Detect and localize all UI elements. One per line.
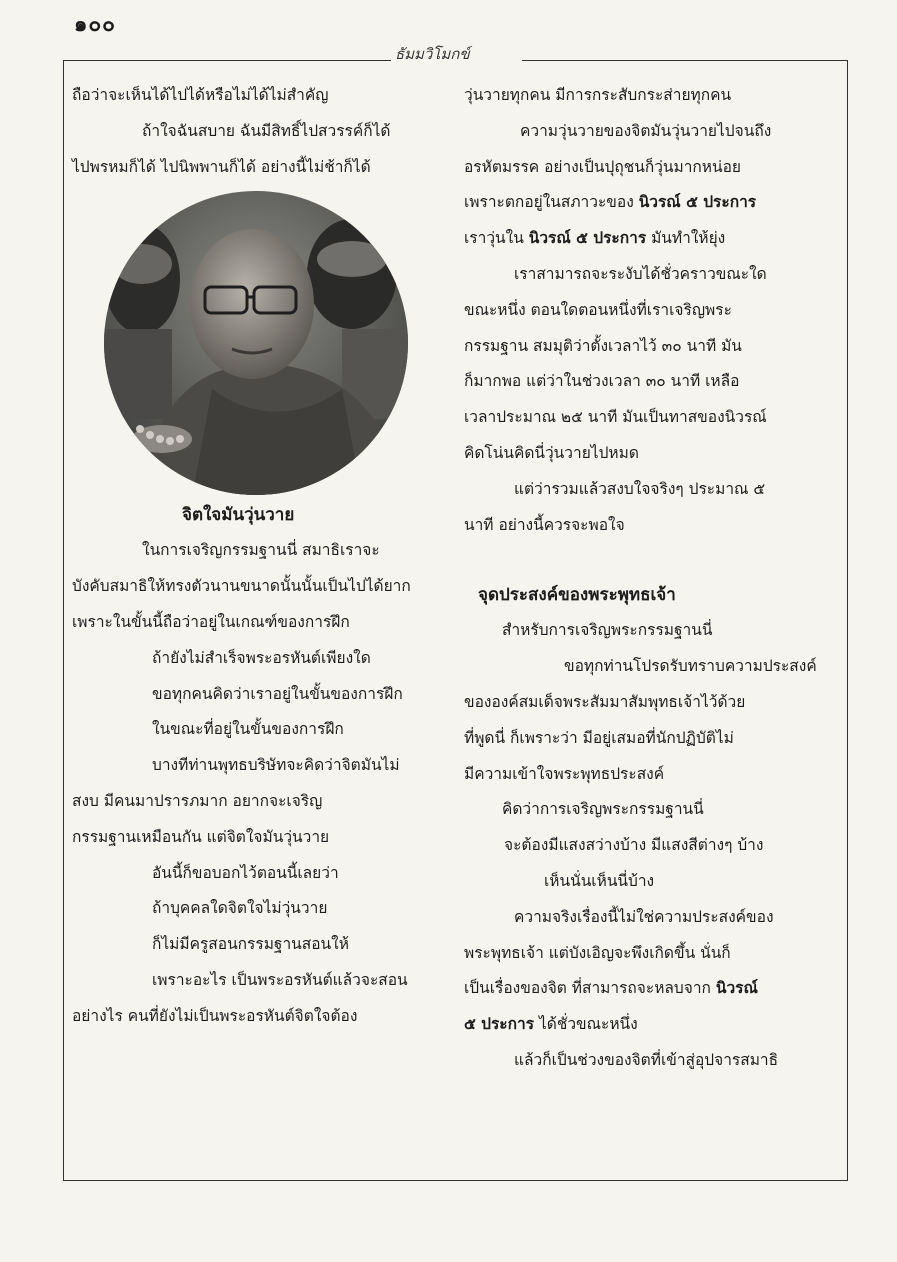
running-title: ธัมมวิโมกข์ [395,45,470,63]
text-line: ขอทุกท่านโปรดรับทราบความประสงค์ [564,657,817,676]
text-line: บังคับสมาธิให้ทรงตัวนานขนาดนั้นนั้นเป็นไปได้ยาก [72,577,411,596]
text-line: ในขณะที่อยู่ในขั้นของการฝึก [152,720,344,739]
text-line: ขององค์สมเด็จพระสัมมาสัมพุทธเจ้าไว้ด้วย [464,692,746,711]
text-line: ก็ไม่มีครูสอนกรรมฐานสอนให้ [152,935,349,954]
page-number: ๑๐๐ [74,12,116,36]
bold-term: นิวรณ์ ๕ ประการ [528,229,647,248]
text-line: เราสามารถจะระงับได้ชั่วคราวขณะใด [514,264,767,283]
text-line: อรหัตมรรค อย่างเป็นปุถุชนก็วุ่นมากหน่อย [464,157,742,176]
bold-term: นิวรณ์ [715,979,758,998]
text-span: ได้ชั่วขณะหนึ่ง [534,1015,638,1034]
text-line: ถ้าบุคคลใดจิตใจไม่วุ่นวาย [152,899,328,918]
text-span: เป็นเรื่องของจิต ที่สามารถจะหลบจาก [464,979,716,998]
frame-rule-right [522,60,847,61]
text-line: ไปพรหมก็ได้ ไปนิพพานก็ได้ อย่างนี้ไม่ช้าก็ได้ [72,157,371,176]
text-line: กรรมฐาน สมมุติว่าตั้งเวลาไว้ ๓๐ นาที มัน [464,336,742,355]
text-line: อย่างไร คนที่ยังไม่เป็นพระอรหันต์จิตใจต้อง [72,1006,358,1025]
text-line: เพราะอะไร เป็นพระอรหันต์แล้วจะสอน [152,970,408,989]
text-line [464,1007,826,1043]
text-line: ความวุ่นวายของจิตมันวุ่นวายไปจนถึง [520,121,772,140]
section-title-right: จุดประสงค์ของพระพุทธเจ้า [478,585,676,606]
text-line: นาที อย่างนี้ควรจะพอใจ [464,515,625,534]
text-line: ในการเจริญกรรมฐานนี่ สมาธิเราจะ [142,541,380,560]
text-line: ถือว่าจะเห็นได้ไปได้หรือไม่ได้ไม่สำคัญ [72,86,329,104]
text-line: เวลาประมาณ ๒๕ นาที มันเป็นทาสของนิวรณ์ [464,408,767,427]
text-line: มีความเข้าใจพระพุทธประสงค์ [464,764,665,783]
text-line: แต่ว่ารวมแล้วสงบใจจริงๆ ประมาณ ๕ [514,479,766,498]
right-column [464,78,826,1079]
text-line: ที่พูดนี่ ก็เพราะว่า มีอยู่เสมอที่นักปฏิบัติไม่ [464,728,734,747]
text-line: จะต้องมีแสงสว่างบ้าง มีแสงสีต่างๆ บ้าง [504,836,764,855]
left-column [72,78,434,1035]
text-line: คิดโน่นคิดนี่วุ่นวายไปหมด [464,443,639,462]
text-line [464,971,826,1007]
bold-term: นิวรณ์ ๕ ประการ [638,193,757,212]
text-span: เราวุ่นใน [464,229,529,248]
text-line: กรรมฐานเหมือนกัน แต่จิตใจมันวุ่นวาย [72,827,330,846]
text-line: คิดว่าการเจริญพระกรรมฐานนี่ [502,800,704,819]
bold-term: ๕ ประการ [464,1015,535,1034]
frame-rule-left [64,60,391,61]
text-span: มันทำให้ยุ่ง [646,229,726,248]
text-line: แล้วก็เป็นช่วงของจิตที่เข้าสู่อุปจารสมาธิ [514,1050,779,1069]
text-line: ถ้ายังไม่สำเร็จพระอรหันต์เพียงใด [152,648,371,667]
text-line: เห็นนั่นเห็นนี่บ้าง [544,871,655,890]
monk-portrait-photo [102,189,410,497]
content-frame [63,60,848,1181]
text-line: พระพุทธเจ้า แต่บังเอิญจะพึงเกิดขึ้น นั่นก็ [464,943,731,962]
section-title-left: จิตใจมันวุ่นวาย [182,505,295,526]
text-span: เพราะตกอยู่ในสภาวะของ [464,193,639,212]
text-line: วุ่นวายทุกคน มีการกระสับกระส่ายทุกคน [464,86,732,104]
text-line: ก็มากพอ แต่ว่าในช่วงเวลา ๓๐ นาที เหลือ [464,372,740,391]
text-line: สงบ มีคนมาปรารภมาก อยากจะเจริญ [72,791,323,810]
text-line: ขอทุกคนคิดว่าเราอยู่ในขั้นของการฝึก [152,684,403,703]
text-line: สำหรับการเจริญพระกรรมฐานนี่ [502,621,713,640]
text-line: ขณะหนึ่ง ตอนใดตอนหนึ่งที่เราเจริญพระ [464,300,732,319]
text-line [464,185,826,221]
text-line [464,221,826,257]
text-line: ถ้าใจฉันสบาย ฉันมีสิทธิ์ไปสวรรค์ก็ได้ [142,121,391,140]
text-line: อันนี้ก็ขอบอกไว้ตอนนี้เลยว่า [152,863,339,882]
section-spacer [464,543,826,577]
text-line: ความจริงเรื่องนี้ไม่ใช่ความประสงค์ของ [514,907,774,926]
text-line: บางทีท่านพุทธบริษัทจะคิดว่าจิตมันไม่ [152,756,400,775]
text-line: เพราะในขั้นนี้ถือว่าอยู่ในเกณฑ์ของการฝึก [72,612,350,631]
